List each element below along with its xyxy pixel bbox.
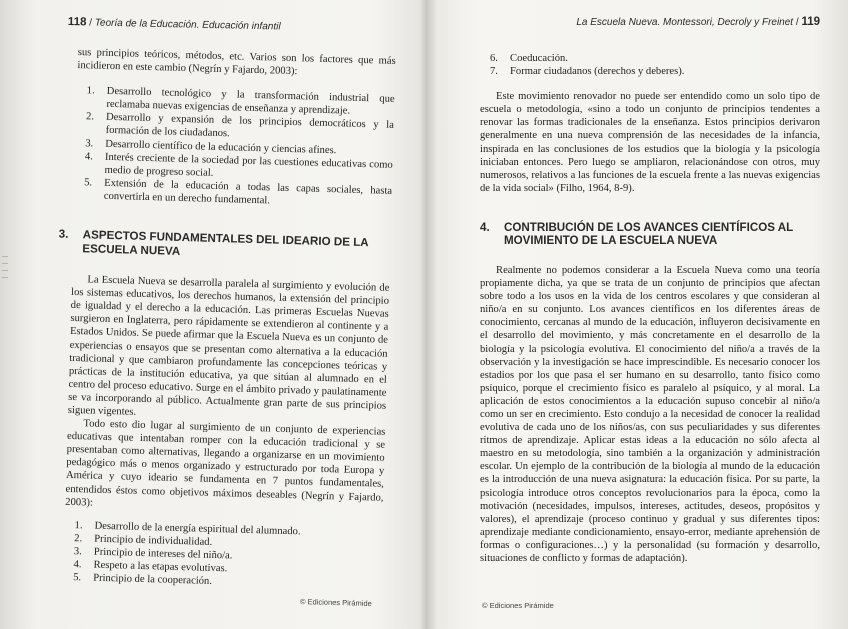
list-item: 6. Coeducación. xyxy=(490,53,568,64)
list-item: 1. Desarrollo tecnológico y la transformación industrial que reclamaba nuevas exigencias de enseñanza y aprendizaje. xyxy=(86,85,395,117)
list-item: 4. Respeto a las etapas evolutivas. xyxy=(73,559,228,575)
left-page-number: 118 xyxy=(67,16,87,29)
left-body xyxy=(58,46,396,593)
left-running-head: 118 / Teoría de la Educación. Educación infantil xyxy=(67,16,281,33)
list-item: 4. Interés creciente de la sociedad por las cuestiones educativas como medio de progreso social. xyxy=(84,150,393,179)
intro-paragraph: sus principios teóricos, métodos, etc. Varios son los factores que más incidieron en este cambio (Negrín y Fajardo, 2003): xyxy=(77,46,396,78)
list-item: 5. Principio de la cooperación. xyxy=(72,572,213,588)
paragraph: La Escuela Nueva se desarrolla paralela al surgimiento y evolución de los sistemas educativos, los derechos humanos, la extensión del principio de igualdad y el derecho a la educación. Las primeras Escuelas Nuevas surgieron en Inglaterra, pero rápidamente se extendieron al continente y a Estados Unidos. Se puede afirmar que la Escuela Nueva es un conjunto de experiencias o ensayos que se presentan como alternativa a la educación tradicional y que cambiaron profundamente las concepciones teóricas y prácticas de la institución educativa, ya que sitúan al alumnado en el centro del proceso educativo. Surge en el ámbito privado y paulatinamente se va incorporando al público. Actualmente gran parte de sus principios siguen vigentes. xyxy=(67,274,390,418)
left-running-title: Teoría de la Educación. Educación infantil xyxy=(94,17,281,33)
section-number: 4. xyxy=(480,220,490,234)
section-heading-4 xyxy=(480,221,820,248)
right-running-head: La Escuela Nueva. Montessori, Decroly y Freinet / 119 xyxy=(576,16,820,28)
right-page xyxy=(424,0,848,629)
list-item: 3. Principio de intereses del niño/a. xyxy=(73,545,233,562)
section-heading-3 xyxy=(58,228,391,264)
paragraph: Este movimiento renovador no puede ser entendido como un solo tipo de escuela o metodología, «sino a todo un conjunto de principios tendentes a renovar las formas tradicionales de la enseñanza. Estos principios derivaron generalmente en una nueva comprensión de las necesidades de la infancia, inspirada en las conclusiones de los estudios que la biología y la psicología iniciaban entonces. Pero luego se ampliaron, relacionándose con otros, muy numerosos, relativos a las funciones de la escuela frente a las nuevas exigencias de la vida social» (Filho, 1964, 8-9). xyxy=(480,91,820,194)
right-body xyxy=(480,52,820,565)
list-item: 5. Extensión de la educación a todas las capas sociales, hasta convertirla en un derecho fundamental. xyxy=(84,177,393,207)
principles-list-continued xyxy=(480,52,820,78)
section-title: ASPECTOS FUNDAMENTALES DEL IDEARIO DE LA ESCUELA NUEVA xyxy=(82,228,369,258)
principles-list xyxy=(63,519,383,593)
list-item: 7. Formar ciudadanos (derechos y deberes). xyxy=(490,66,685,78)
section-title: CONTRIBUCIÓN DE LOS AVANCES CIENTÍFICOS AL MOVIMIENTO DE LA ESCUELA NUEVA xyxy=(504,220,793,248)
list-item: 2. Desarrollo y expansión de los principios democráticos y la formación de los ciudadanos. xyxy=(85,111,395,140)
left-footer: © Ediciones Pirámide xyxy=(299,596,372,609)
right-running-title: La Escuela Nueva. Montessori, Decroly y Freinet xyxy=(576,17,794,28)
paragraph: Todo esto dio lugar al surgimiento de un conjunto de experiencias educativas que intentaban romper con la educación tradicional y se presentaban como alternativas, llegando a organizarse en un movimiento pedagógico más o menos organizado y estructurado por toda Europa y América y cuyo ideario se fundamenta en 7 puntos fundamentales, entendidos éstos como objetivos máximos deseables (Negrín y Fajardo, 2003): xyxy=(65,418,386,509)
section-number: 3. xyxy=(58,227,69,241)
margin-marks xyxy=(2,250,12,310)
right-footer: © Ediciones Pirámide xyxy=(482,601,554,610)
factors-list xyxy=(74,84,395,211)
list-item: 1. Desarrollo de la energía espiritual del alumnado. xyxy=(74,519,301,538)
list-item: 2. Principio de individualidad. xyxy=(74,532,213,548)
paragraph: Realmente no podemos considerar a la Escuela Nueva como una teoría propiamente dicha, ya que se trata de un conjunto de principios que afectan sobre todo a los usos en la vida de los centros escolares y que consideran al niño/a en su conjunto. Los avances científicos en los diferentes áreas de conocimiento, cercanas al mundo de la educación, influyeron decisivamente en el desarrollo del movimiento, y más concretamente en el desarrollo de la biología y la psicología evolutiva. El conocimiento del niño/a a través de la observación y la investigación se hace imprescindible. Es necesario conocer los estadios por los que pasa el ser humano en su desarrollo, tanto físico como psíquico, porque el crecimiento físico es paralelo al psíquico, y al moral. La aplicación de estos conocimientos a la educación supuso concebir al niño/a como un ser en crecimiento. Esto condujo a la necesidad de conocer la realidad evolutiva de cada uno de los niños/as, con sus peculiaridades y sus diferentes ritmos de aprendizaje. Aplicar estas ideas a la educación no sólo afecta al maestro en su metodología, sino también a la organización y administración escolar. Un ejemplo de la contribución de la biología al mundo de la educación es la introducción de una nueva asignatura: la educación física. Por su parte, la psicología introduce otros conceptos revolucionarios para la época, como la motivación (necesidades, impulsos, intereses, actitudes, deseos, propósitos y valores), el aprendizaje (proceso continuo y gradual y sus diferentes tipos: aprendizaje mediante condicionamiento, ensayo-error, mediante aprehensión de formas o configuraciones…) y la personalidad (su formación y desarrollo, situaciones de conflicto y formas de adaptación). xyxy=(480,264,820,564)
right-page-number: 119 xyxy=(801,16,820,28)
list-item: 3. Desarrollo científico de la educación y ciencias afines. xyxy=(85,137,337,156)
